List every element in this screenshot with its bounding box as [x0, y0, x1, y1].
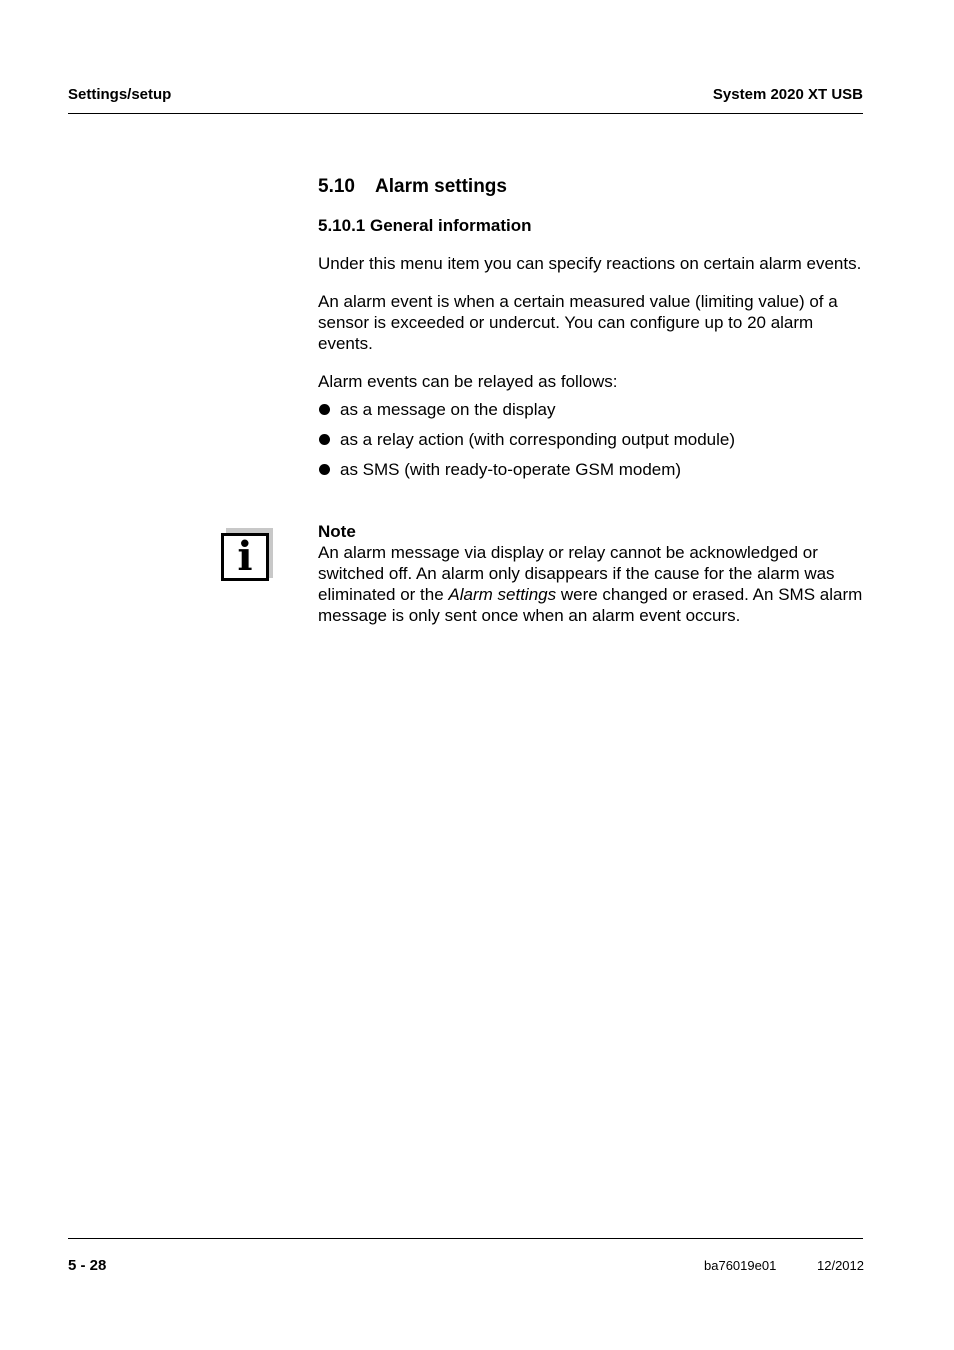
bullet-icon: [319, 464, 330, 475]
note-text: [318, 542, 863, 626]
bullet-icon: [319, 434, 330, 445]
section-title: Alarm settings: [375, 176, 507, 197]
note-title: Note: [318, 522, 356, 541]
info-icon-glyph: i: [221, 533, 269, 581]
list-item: [318, 429, 863, 450]
paragraph-relay: Alarm events can be relayed as follows:: [318, 372, 618, 391]
list-item-text: as a relay action (with corresponding output module): [340, 430, 735, 449]
document-date: 12/2012: [817, 1258, 864, 1273]
note-text-before: An alarm message via display or relay cannot be acknowledged or switched off. An alarm only disappears if the cause for the alarm was eliminated or the: [318, 543, 835, 604]
list-item-text: as a message on the display: [340, 400, 556, 419]
list-item-text: as SMS (with ready-to-operate GSM modem): [340, 460, 682, 479]
main-content: [318, 176, 863, 489]
footer-divider: [68, 1238, 863, 1239]
header-divider: [68, 113, 863, 114]
note-text-after: were changed or erased. An SMS alarm message is only sent once when an alarm event occurs.: [318, 585, 863, 625]
header-section-title: Settings/setup: [68, 86, 172, 103]
document-id: ba76019e01: [704, 1258, 777, 1273]
note-text-italic: Alarm settings: [448, 585, 557, 604]
note-block: [318, 521, 863, 626]
page-number: 5 - 28: [68, 1257, 107, 1274]
paragraph-alarm-event: An alarm event is when a certain measured value (limiting value) of a sensor is exceeded or undercut. You can configure up to 20 alarm events.: [318, 292, 838, 353]
paragraph-intro: Under this menu item you can specify reactions on certain alarm events.: [318, 254, 862, 273]
list-item: [318, 459, 863, 480]
header-product-name: System 2020 XT USB: [712, 86, 863, 103]
bullet-icon: [319, 404, 330, 415]
info-icon: [221, 528, 273, 580]
relay-options-list: [318, 399, 863, 480]
list-item: [318, 399, 863, 420]
section-number: 5.10: [318, 176, 355, 197]
subsection-heading: 5.10.1 General information: [318, 216, 532, 235]
section-heading: [318, 176, 863, 198]
